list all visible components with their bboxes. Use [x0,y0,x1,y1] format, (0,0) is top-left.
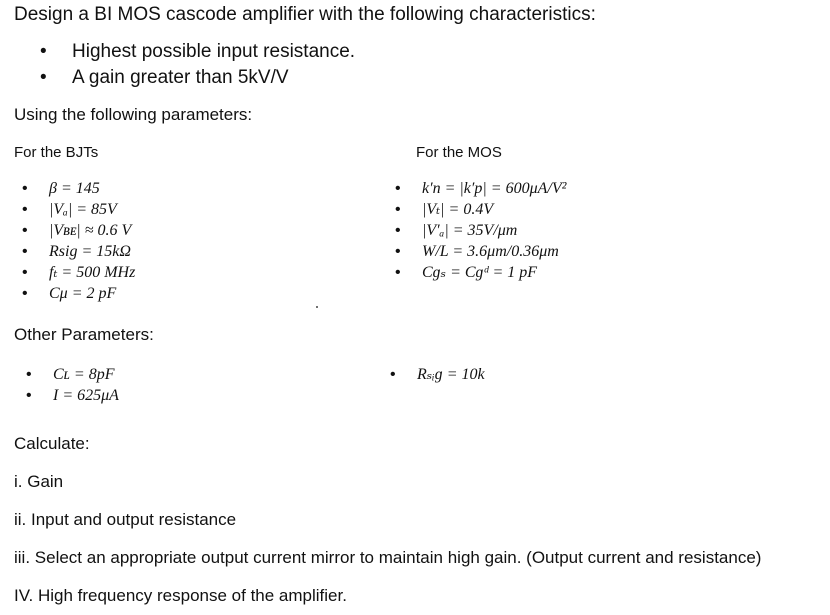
calculate-item: i. Gain [14,472,64,491]
other-param-i: • I = 625μA [26,385,119,406]
mos-param-va: • |V′ₐ| = 35V/μm [395,220,566,241]
mos-parameter-list [395,178,566,283]
calculate-item: ii. Input and output resistance [14,510,237,529]
bjt-heading: For the BJTs [14,144,99,161]
other-heading: Other Parameters: [14,325,154,344]
mos-heading: For the MOS [416,144,502,161]
using-heading: Using the following parameters: [14,105,253,124]
mos-param-wl: • W/L = 3.6μm/0.36μm [395,241,566,262]
calculate-item: iii. Select an appropriate output current mirror to maintain high gain. (Output current and resistance) [14,548,762,567]
stray-dot [316,306,318,308]
mos-param-vt: • |Vₜ| = 0.4V [395,199,566,220]
bjt-param-beta: • β = 145 [22,178,135,199]
bjt-param-cmu: • Cμ = 2 pF [22,283,135,304]
other-parameter-list-right [390,364,485,385]
bjt-param-rsig: • Rsig = 15kΩ [22,241,135,262]
other-parameter-list-left [26,364,119,406]
bjt-param-ft: • fₜ = 500 MHz [22,262,135,283]
calculate-item: IV. High frequency response of the amplifier. [14,586,347,605]
page-title: Design a BI MOS cascode amplifier with the following characteristics: [14,4,596,25]
other-param-cl: • Cʟ = 8pF [26,364,119,385]
characteristics-list [40,39,355,91]
characteristic-item: • A gain greater than 5kV/V [40,65,355,91]
mos-param-cgs-cgd: • Cɡₛ = Cɡᵈ = 1 pF [395,262,566,283]
calculate-heading: Calculate: [14,434,90,453]
bjt-param-va: • |Vₐ| = 85V [22,199,135,220]
characteristic-item: • Highest possible input resistance. [40,39,355,65]
bjt-parameter-list [22,178,135,304]
bjt-param-vbe: • |Vʙᴇ| ≈ 0.6 V [22,220,135,241]
other-param-rsig: • Rₛᵢɡ = 10k [390,364,485,385]
mos-param-kn: • k′n = |k′p| = 600μA/V² [395,178,566,199]
